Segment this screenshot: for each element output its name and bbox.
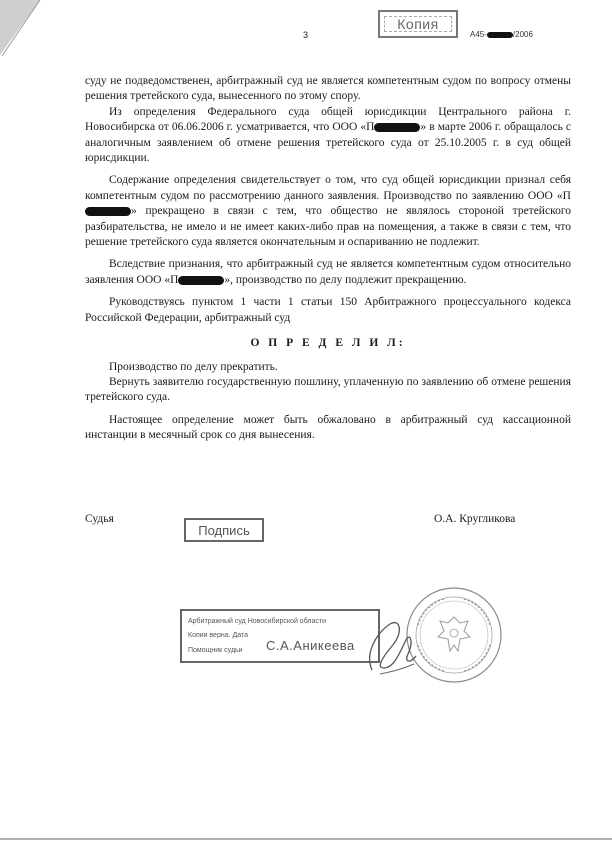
case-number-suffix: /2006 [512,30,533,39]
judge-label: Судья [85,513,114,525]
paragraph-4-end: », производство по делу подлежит прекращению. [224,273,467,286]
cert-assistant-line: Помощник судьи [188,647,243,654]
paragraph-3-end: » прекращено в связи с тем, что общество не являлось стороной третейского разбирательства, не имело и не имеет каких-либо прав на помещения, а также в связи с тем, что решение третейского суда является окончательным и оспариванию не подлежит. [85,205,571,249]
signature-stamp: Подпись [184,518,264,542]
redaction-mark [178,276,224,285]
copy-stamp: Копия [378,10,458,38]
paragraph-2 [85,105,571,167]
paragraph-3-start: Содержание определения свидетельствует о том, что суд общей юрисдикции признал себя компетентным судом по рассмотрению данного заявления. Производство по заявлению ООО «П [85,174,571,202]
redaction-mark [374,123,420,132]
paragraph-4 [85,257,571,288]
paragraph-1: суду не подведомственен, арбитражный суд не является компетентным судом по вопросу отмены решения третейского суда, вынесенного по этому спору. [85,75,571,103]
body-text [85,74,571,444]
paragraph-2-end: » в марте 2006 г. обращалось с аналогичным заявлением об отмене решения третейского суда от 25.10.2005 г. в суд общей юрисдикции. [85,121,571,165]
redaction-mark [487,32,513,38]
ruling-item-3: Настоящее определение может быть обжаловано в арбитражный суд кассационной инстанции в месячный срок со дня вынесения. [85,413,571,442]
paragraph-2-start: Из определения Федерального суда общей юрисдикции Центрального района г. Новосибирска от 06.06.2006 г. усматривается, что ООО «П [85,105,571,134]
cert-court-line: Арбитражный суд Новосибирской области [188,618,326,625]
ruling-item-2: Вернуть заявителю государственную пошлину, уплаченную по заявлению об отмене решения третейского суда. [85,375,571,404]
redaction-mark [85,207,131,216]
ruling-item-1: Производство по делу прекратить. [109,360,278,373]
paragraph-4-start: Вследствие признания, что арбитражный суд не является компетентным судом относительно заявления ООО «П [85,258,571,286]
certification-stamp [180,609,380,663]
page-number: 3 [303,30,309,40]
scan-bottom-edge [0,838,612,840]
case-number-prefix: А45- [470,30,487,39]
handwritten-signature [360,612,420,682]
scan-corner-shadow [0,0,70,70]
judge-name: О.А. Кругликова [434,513,516,525]
cert-copy-line: Копия верна. Дата [188,632,248,639]
ruling-heading: О П Р Е Д Е Л И Л: [250,337,406,350]
paragraph-3 [85,173,571,250]
case-number [470,30,533,39]
cert-assistant-name: С.А.Аникеева [266,638,355,653]
paragraph-5: Руководствуясь пунктом 1 части 1 статьи 150 Арбитражного процессуального кодекса Российской Федерации, арбитражный суд [85,296,571,324]
